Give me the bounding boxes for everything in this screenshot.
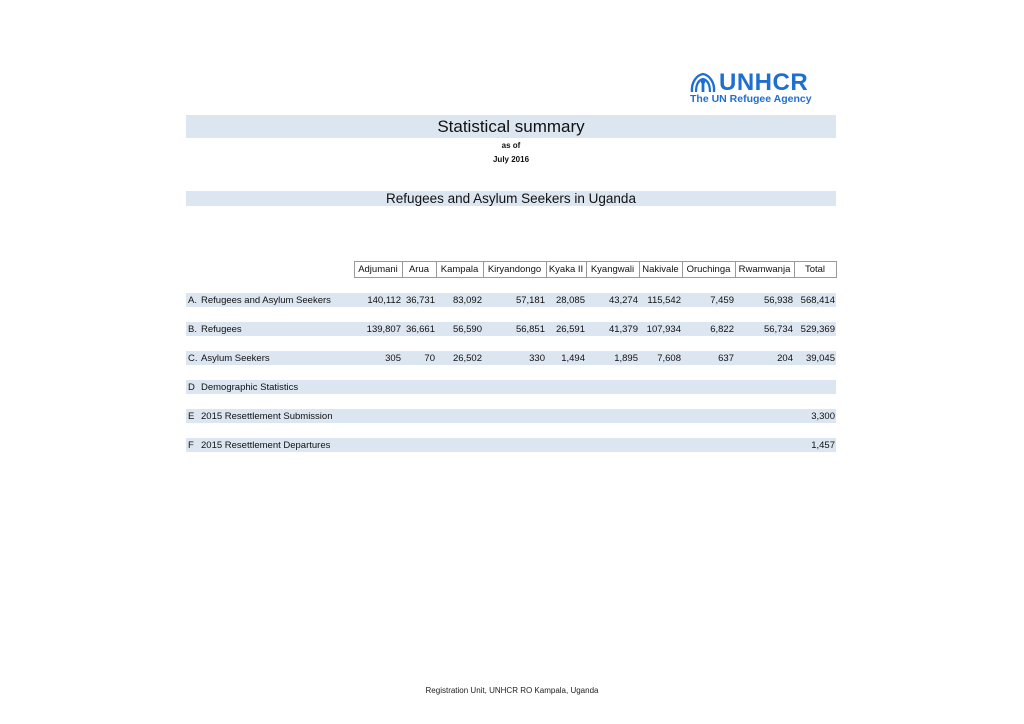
table-cell: 305 [354,351,402,365]
table-cell: 26,502 [436,351,483,365]
table-cell: 70 [402,351,436,365]
row-label: Demographic Statistics [200,380,354,394]
table-cell: 1,895 [586,351,639,365]
row-label: Asylum Seekers [200,351,354,365]
page-title: Statistical summary [186,115,836,138]
statistics-table [186,261,837,452]
section-title: Refugees and Asylum Seekers in Uganda [186,191,836,206]
table-cell [483,438,546,452]
table-cell: 57,181 [483,293,546,307]
table-row [186,351,836,365]
table-cell [546,380,586,394]
spacer-row [186,365,836,380]
row-code: C. [186,351,200,365]
table-cell [436,409,483,423]
report-date: July 2016 [492,155,530,164]
table-cell [546,438,586,452]
table-cell: 56,938 [735,293,794,307]
table-cell: 140,112 [354,293,402,307]
row-code: E [186,409,200,423]
table-cell [354,380,402,394]
table-cell: 43,274 [586,293,639,307]
column-header: Kampala [436,262,483,278]
table-cell: 36,661 [402,322,436,336]
table-cell: 139,807 [354,322,402,336]
table-cell [682,380,735,394]
table-cell [586,438,639,452]
table-cell: 56,851 [483,322,546,336]
footer-text: Registration Unit, UNHCR RO Kampala, Uganda [425,686,599,695]
table-cell [735,409,794,423]
table-cell: 28,085 [546,293,586,307]
row-label: Refugees [200,322,354,336]
row-code: F [186,438,200,452]
table-row [186,380,836,394]
spacer-row [186,278,836,294]
spacer-row [186,423,836,438]
table-cell [682,438,735,452]
column-header: Adjumani [354,262,402,278]
table-cell [436,438,483,452]
column-header: Oruchinga [682,262,735,278]
as-of-label: as of [501,141,521,150]
row-code: B. [186,322,200,336]
table-cell: 26,591 [546,322,586,336]
column-header: Arua [402,262,436,278]
table-cell [735,438,794,452]
table-cell [402,438,436,452]
column-header: Kyaka II [546,262,586,278]
table-cell: 107,934 [639,322,682,336]
table-cell: 568,414 [794,293,836,307]
table-cell [682,409,735,423]
table-cell: 1,457 [794,438,836,452]
table-cell: 529,369 [794,322,836,336]
table-cell: 330 [483,351,546,365]
table-cell [402,409,436,423]
spacer-row [186,307,836,322]
table-cell [586,409,639,423]
table-cell: 7,459 [682,293,735,307]
table-header-row [186,262,836,278]
logo-tagline: The UN Refugee Agency [690,93,812,105]
column-header: Rwamwanja [735,262,794,278]
row-code: D [186,380,200,394]
column-header: Total [794,262,836,278]
table-row [186,438,836,452]
column-header: Nakivale [639,262,682,278]
table-cell: 41,379 [586,322,639,336]
table-row [186,409,836,423]
table-cell: 637 [682,351,735,365]
table-row [186,293,836,307]
table-cell [639,409,682,423]
table-cell: 36,731 [402,293,436,307]
table-cell [735,380,794,394]
table-cell: 56,590 [436,322,483,336]
table-cell [639,438,682,452]
table-cell [402,380,436,394]
table-cell [794,380,836,394]
table-cell: 3,300 [794,409,836,423]
table-cell [546,409,586,423]
unhcr-logo [689,70,829,108]
table-cell: 204 [735,351,794,365]
row-code: A. [186,293,200,307]
table-cell: 39,045 [794,351,836,365]
table-cell: 56,734 [735,322,794,336]
table-cell [639,380,682,394]
column-header: Kiryandongo [483,262,546,278]
table-cell [354,409,402,423]
row-label: 2015 Resettlement Submission [200,409,354,423]
table-cell [436,380,483,394]
row-label: Refugees and Asylum Seekers [200,293,354,307]
table-cell: 7,608 [639,351,682,365]
spacer-row [186,336,836,351]
table-cell [483,380,546,394]
logo-wordmark: UNHCR [719,69,809,96]
spacer-row [186,394,836,409]
table-cell [354,438,402,452]
table-row [186,322,836,336]
table-cell: 1,494 [546,351,586,365]
table-cell: 6,822 [682,322,735,336]
table-cell [586,380,639,394]
column-header: Kyangwali [586,262,639,278]
table-cell [483,409,546,423]
row-label: 2015 Resettlement Departures [200,438,354,452]
table-cell: 83,092 [436,293,483,307]
table-cell: 115,542 [639,293,682,307]
unhcr-emblem-icon [689,72,717,94]
